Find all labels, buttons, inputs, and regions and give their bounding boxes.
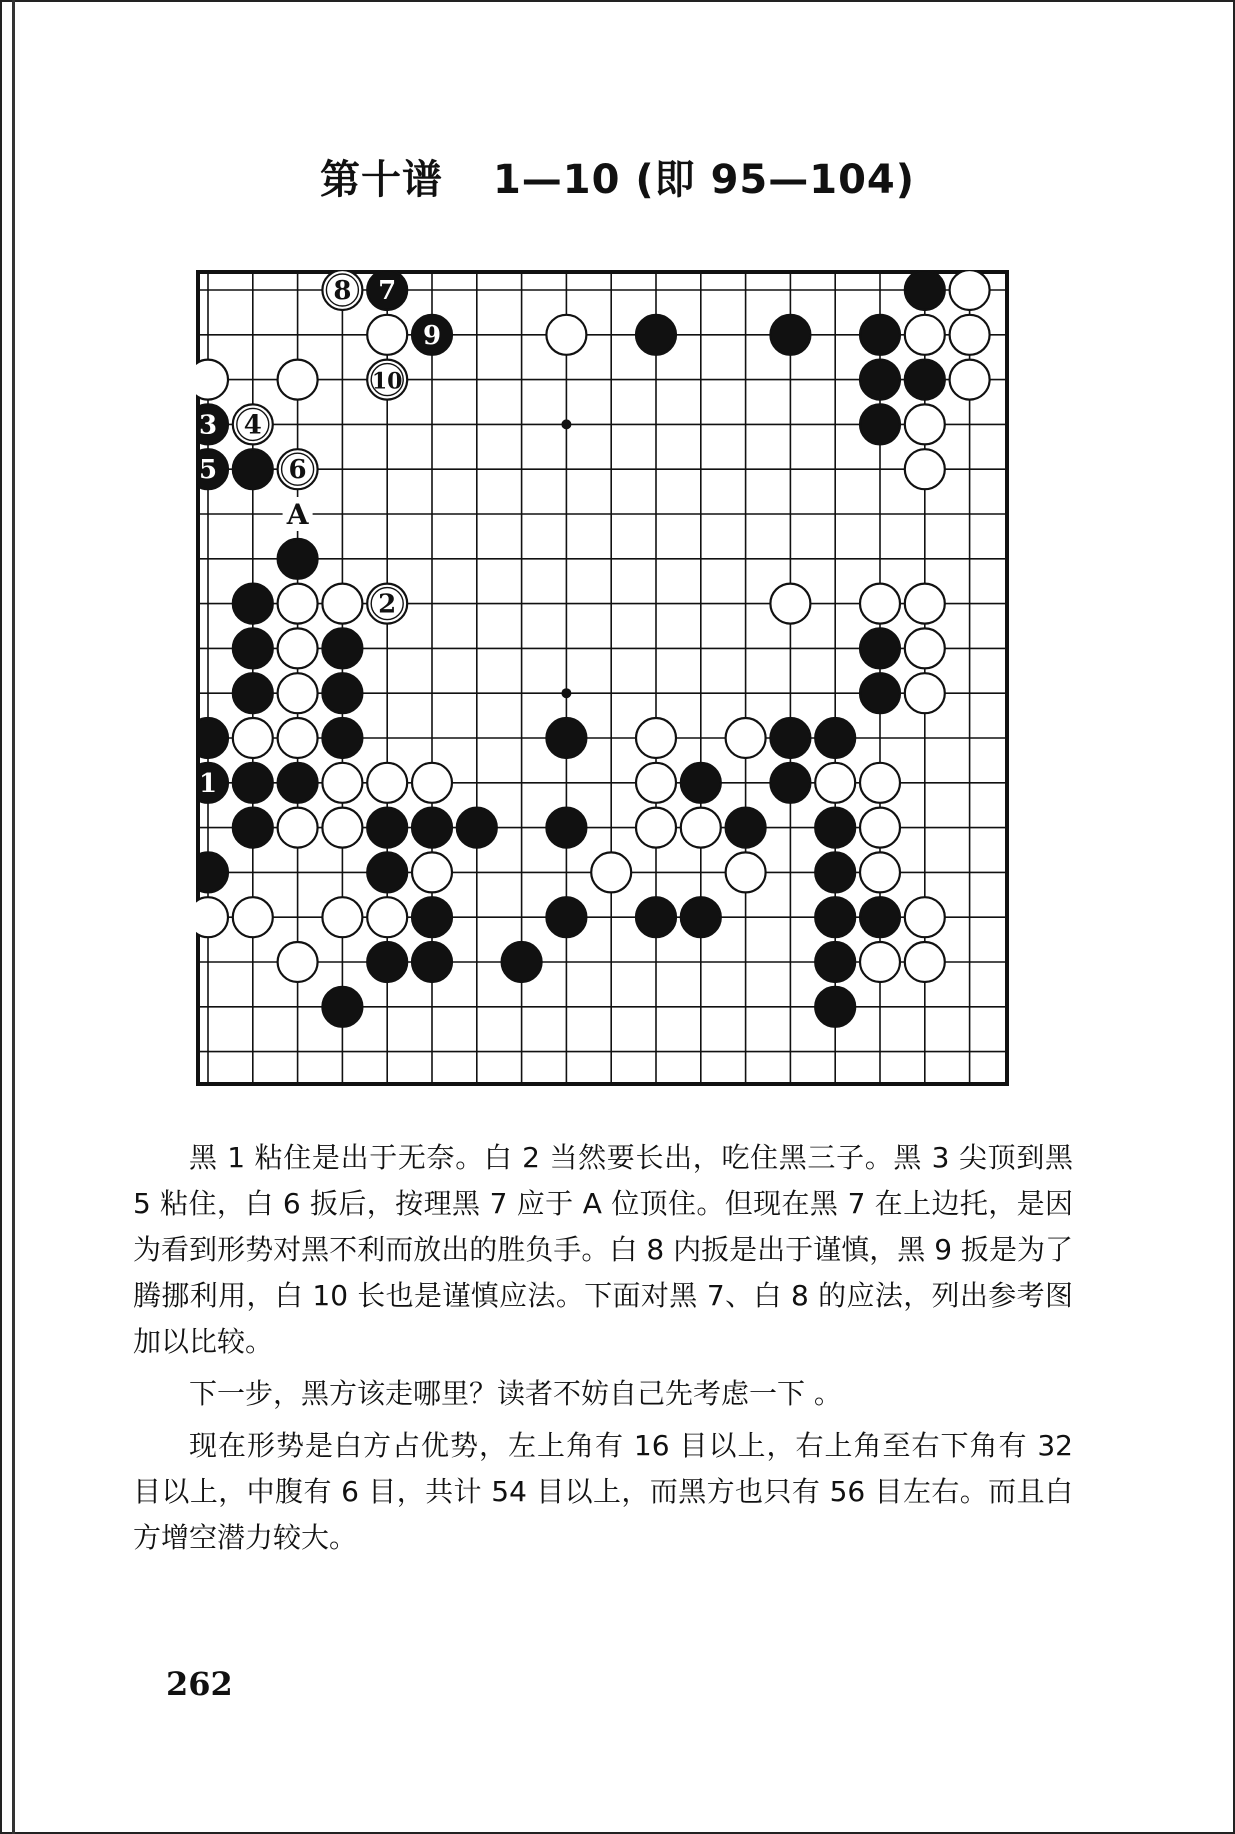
white-stone (412, 763, 452, 803)
paragraph: 现在形势是白方占优势，左上角有 16 目以上，右上角至右下角有 32 目以上，中腹有 6 目，共计 54 目以上，而黑方也只有 56 目左右。而且白方增空潜力较大。 (133, 1429, 1073, 1554)
black-stone (681, 897, 721, 937)
move-number: 3 (198, 410, 218, 441)
black-stone (412, 897, 452, 937)
black-stone (770, 763, 810, 803)
black-stone (367, 942, 407, 982)
black-stone (233, 808, 273, 848)
move-number: 9 (422, 320, 442, 351)
black-stone (322, 718, 362, 758)
black-stone (815, 897, 855, 937)
white-stone (278, 718, 318, 758)
black-stone (860, 673, 900, 713)
move-number: 8 (333, 276, 352, 306)
black-stone (860, 628, 900, 668)
black-stone (636, 897, 676, 937)
white-stone (905, 584, 945, 624)
black-stone (278, 763, 318, 803)
white-stone (860, 852, 900, 892)
black-stone (233, 628, 273, 668)
black-stone (681, 763, 721, 803)
black-stone (815, 718, 855, 758)
black-stone (196, 718, 228, 758)
black-stone (546, 808, 586, 848)
move-number: 1 (198, 768, 218, 799)
black-stone (412, 808, 452, 848)
white-stone (726, 852, 766, 892)
black-stone (546, 897, 586, 937)
star-point (561, 688, 571, 698)
white-stone (546, 315, 586, 355)
go-board-svg (196, 270, 1009, 1086)
black-stone (322, 673, 362, 713)
white-stone (950, 270, 990, 310)
commentary (133, 1135, 1073, 1567)
white-stone (905, 673, 945, 713)
white-stone (233, 897, 273, 937)
board-label: A (286, 498, 309, 531)
white-stone (322, 584, 362, 624)
black-stone (815, 942, 855, 982)
white-stone (322, 808, 362, 848)
white-stone (815, 763, 855, 803)
page-spine (12, 0, 15, 1834)
white-stone (860, 942, 900, 982)
white-stone (367, 897, 407, 937)
title-main: 第十谱 (319, 157, 443, 203)
white-stone (367, 763, 407, 803)
black-stone (367, 808, 407, 848)
white-stone (905, 449, 945, 489)
white-stone (905, 628, 945, 668)
move-number: 2 (378, 589, 397, 620)
black-stone (860, 897, 900, 937)
white-stone (278, 360, 318, 400)
star-point (561, 419, 571, 429)
white-stone (196, 897, 228, 937)
black-stone (815, 852, 855, 892)
white-stone (770, 584, 810, 624)
white-stone (636, 808, 676, 848)
move-number: 7 (378, 276, 397, 306)
black-stone (502, 942, 542, 982)
black-stone (860, 360, 900, 400)
white-stone (322, 897, 362, 937)
black-stone (412, 942, 452, 982)
black-stone (815, 808, 855, 848)
move-number: 6 (288, 455, 307, 486)
white-stone (636, 763, 676, 803)
black-stone (278, 539, 318, 579)
black-stone (457, 808, 497, 848)
white-stone (636, 718, 676, 758)
black-stone (196, 852, 228, 892)
white-stone (905, 315, 945, 355)
white-stone (278, 673, 318, 713)
move-number: 10 (371, 368, 403, 395)
black-stone (860, 315, 900, 355)
black-stone (233, 584, 273, 624)
black-stone (905, 270, 945, 310)
move-number: 4 (243, 410, 262, 441)
white-stone (905, 942, 945, 982)
diagram-title (0, 148, 1235, 205)
white-stone (860, 584, 900, 624)
black-stone (233, 763, 273, 803)
white-stone (412, 852, 452, 892)
black-stone (815, 987, 855, 1027)
white-stone (905, 404, 945, 444)
go-board (196, 270, 1009, 1090)
black-stone (322, 628, 362, 668)
black-stone (770, 718, 810, 758)
page-number: 262 (166, 1665, 233, 1703)
white-stone (278, 942, 318, 982)
black-stone (770, 315, 810, 355)
white-stone (278, 808, 318, 848)
black-stone (367, 852, 407, 892)
black-stone (233, 449, 273, 489)
white-stone (278, 628, 318, 668)
white-stone (860, 808, 900, 848)
white-stone (681, 808, 721, 848)
white-stone (950, 315, 990, 355)
black-stone (726, 808, 766, 848)
white-stone (905, 897, 945, 937)
black-stone (233, 673, 273, 713)
move-number: 5 (198, 455, 218, 486)
paragraph: 下一步，黑方该走哪里？读者不妨自己先考虑一下 。 (189, 1377, 842, 1410)
black-stone (546, 718, 586, 758)
white-stone (726, 718, 766, 758)
black-stone (860, 404, 900, 444)
white-stone (196, 360, 228, 400)
white-stone (233, 718, 273, 758)
title-range: 1—10 (即 95—104) (492, 157, 916, 203)
white-stone (950, 360, 990, 400)
black-stone (905, 360, 945, 400)
black-stone (322, 987, 362, 1027)
white-stone (322, 763, 362, 803)
paragraph: 黑 1 粘住是出于无奈。白 2 当然要长出，吃住黑三子。黑 3 尖顶到黑 5 粘住，白 6 扳后，按理黑 7 应于 A 位顶住。但现在黑 7 在上边托，是因为看到形势对黑不利而放出的胜负手。白 8 内扳是出于谨慎，黑 9 扳是为了腾挪利用，白 10 长也是谨慎应法。下面对黑 7、白 8 的应法，列出参考图加以比较。 (133, 1141, 1073, 1358)
white-stone (367, 315, 407, 355)
white-stone (278, 584, 318, 624)
black-stone (636, 315, 676, 355)
white-stone (591, 852, 631, 892)
white-stone (860, 763, 900, 803)
